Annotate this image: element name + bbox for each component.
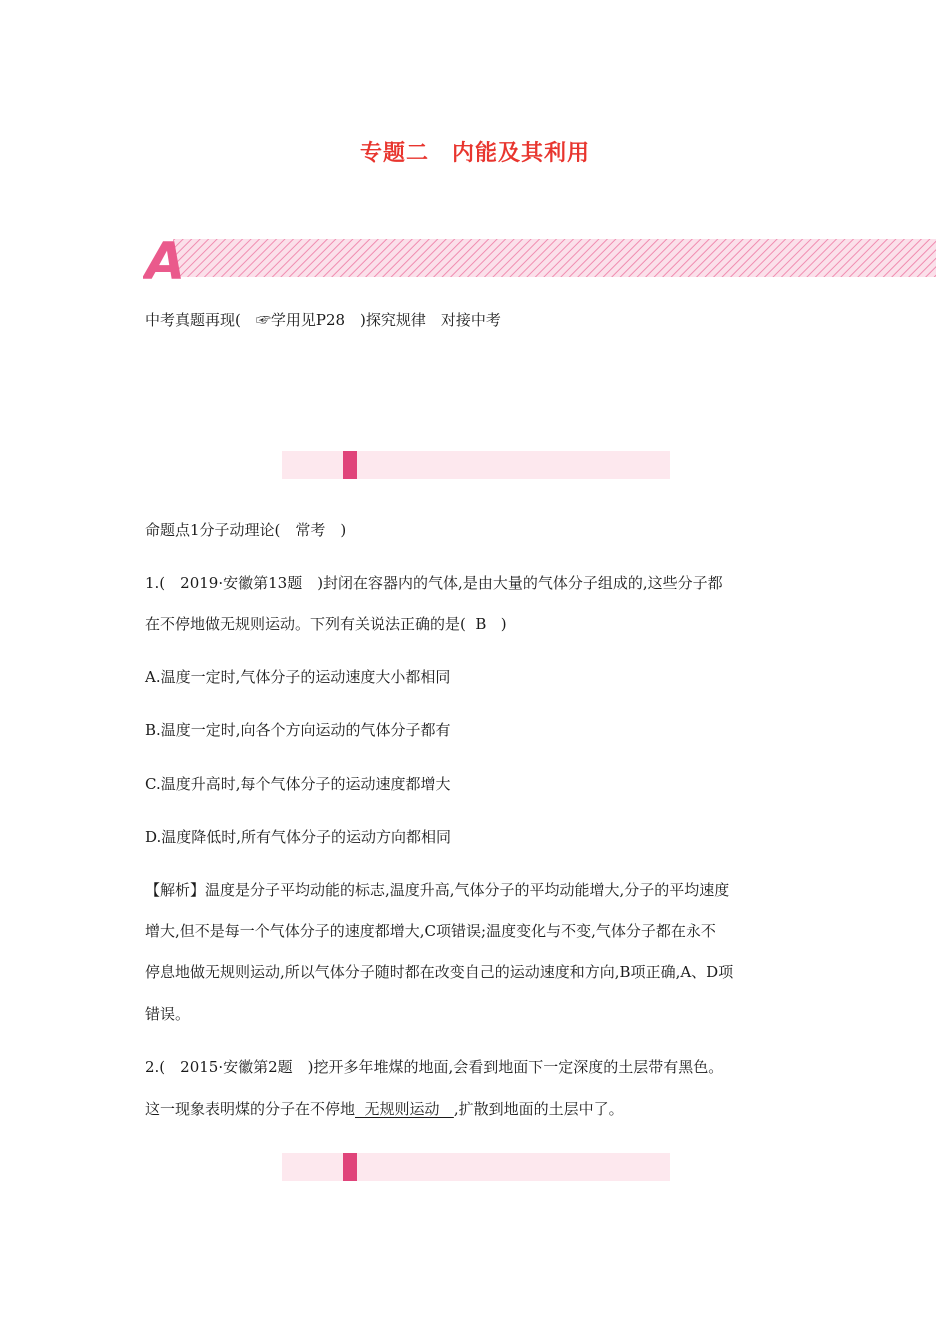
question-2-text-after: ,扩散到地面的土层中了。 <box>453 1100 624 1118</box>
option-b: B.温度一定时,向各个方向运动的气体分子都有 <box>145 721 451 739</box>
question-1-line-1: 1.( 2019·安徽第13题 )封闭在容器内的气体,是由大量的气体分子组成的,这些分子都 <box>145 574 723 592</box>
section-a-banner <box>143 236 936 280</box>
topic-heading: 命题点1分子动理论( 常考 ) <box>145 521 347 539</box>
analysis-line-2: 增大,但不是每一个气体分子的速度都增大,C项错误;温度变化与不变,气体分子都在永不 <box>145 922 716 940</box>
option-c: C.温度升高时,每个气体分子的运动速度都增大 <box>145 775 451 793</box>
option-d: D.温度降低时,所有气体分子的运动方向都相同 <box>145 828 452 846</box>
divider-band-2 <box>282 1153 670 1181</box>
option-a: A.温度一定时,气体分子的运动速度大小都相同 <box>145 668 451 686</box>
question-2-line-2 <box>145 1099 624 1119</box>
answer-blank: 无规则运动 <box>355 1100 454 1118</box>
divider-band-1 <box>282 451 670 479</box>
page-title: 专题二 内能及其利用 <box>359 141 590 166</box>
analysis-line-1: 【解析】温度是分子平均动能的标志,温度升高,气体分子的平均动能增大,分子的平均速度 <box>145 881 730 899</box>
analysis-line-4: 错误。 <box>145 1005 191 1023</box>
question-2-text-before: 这一现象表明煤的分子在不停地 <box>145 1100 356 1118</box>
banner-letter: A <box>145 236 186 280</box>
section-header: 中考真题再现( ☞学用见P28 )探究规律 对接中考 <box>145 311 501 329</box>
question-2-line-1: 2.( 2015·安徽第2题 )挖开多年堆煤的地面,会看到地面下一定深度的土层带有黑色。 <box>145 1058 724 1076</box>
divider-marker <box>343 1153 357 1181</box>
analysis-line-3: 停息地做无规则运动,所以气体分子随时都在改变自己的运动速度和方向,B项正确,A、D项 <box>145 963 734 981</box>
question-1-line-2: 在不停地做无规则运动。下列有关说法正确的是( B ) <box>145 615 507 633</box>
divider-marker <box>343 451 357 479</box>
